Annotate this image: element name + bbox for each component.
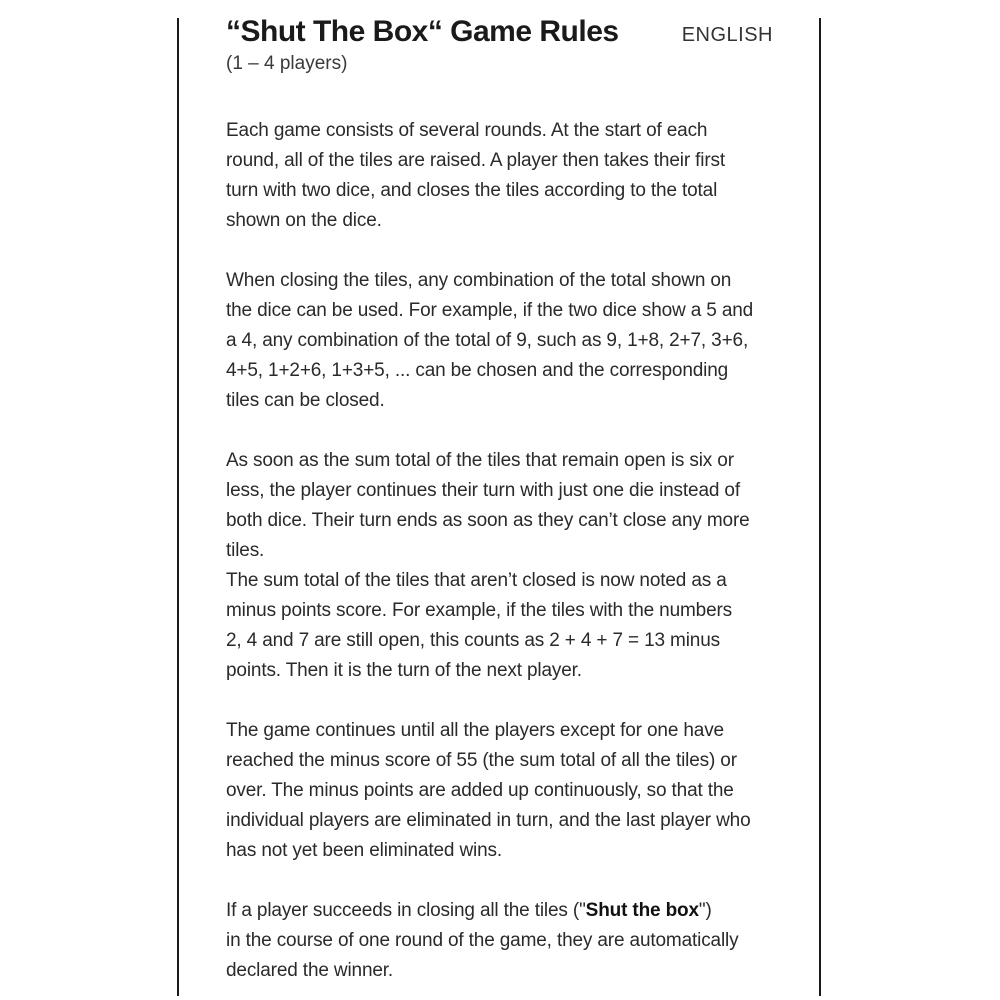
text-line: When closing the tiles, any combination of the total shown on	[226, 270, 732, 291]
text-line: in the course of one round of the game, they are automatically	[226, 930, 739, 951]
language-label: ENGLISH	[681, 24, 773, 46]
text-line: Each game consists of several rounds. At the start of each	[226, 120, 708, 141]
text-line: round, all of the tiles are raised. A player then takes their first	[226, 150, 725, 171]
text-line: individual players are eliminated in turn, and the last player who	[226, 810, 751, 831]
text-line: As soon as the sum total of the tiles that remain open is six or	[226, 450, 734, 471]
page-title: “Shut The Box“ Game Rules	[226, 15, 619, 48]
text-line: minus points score. For example, if the tiles with the numbers	[226, 600, 733, 621]
left-border-line	[177, 18, 179, 996]
paragraph-elimination	[226, 716, 786, 866]
text-line: points. Then it is the turn of the next player.	[226, 660, 582, 681]
text-line: a 4, any combination of the total of 9, such as 9, 1+8, 2+7, 3+6,	[226, 330, 749, 351]
text-line: The sum total of the tiles that aren’t closed is now noted as a	[226, 570, 727, 591]
bold-phrase: Shut the box	[585, 900, 699, 921]
text-line: tiles.	[226, 540, 265, 561]
paragraph-closing-tiles	[226, 266, 786, 416]
text-line: reached the minus score of 55 (the sum total of all the tiles) or	[226, 750, 737, 771]
player-count: (1 – 4 players)	[226, 53, 348, 74]
text-line: The game continues until all the players except for one have	[226, 720, 724, 741]
text-fragment: ")	[698, 900, 712, 921]
text-line: tiles can be closed.	[226, 390, 385, 411]
text-line: both dice. Their turn ends as soon as they can’t close any more	[226, 510, 750, 531]
right-border-line	[819, 18, 821, 996]
paragraph-shut-the-box	[226, 896, 786, 986]
paragraph-scoring	[226, 566, 786, 686]
header	[226, 12, 786, 52]
paragraph-one-die	[226, 446, 786, 566]
text-line: less, the player continues their turn with just one die instead of	[226, 480, 740, 501]
text-line: the dice can be used. For example, if the two dice show a 5 and	[226, 300, 754, 321]
text-line: over. The minus points are added up continuously, so that the	[226, 780, 734, 801]
text-line: declared the winner.	[226, 960, 394, 981]
rules-body	[226, 116, 786, 986]
text-line: turn with two dice, and closes the tiles according to the total	[226, 180, 718, 201]
text-line: 2, 4 and 7 are still open, this counts as 2 + 4 + 7 = 13 minus	[226, 630, 720, 651]
text-line	[226, 896, 786, 926]
text-line: shown on the dice.	[226, 210, 382, 231]
paragraph-round-start	[226, 116, 786, 236]
text-line: 4+5, 1+2+6, 1+3+5, ... can be chosen and the corresponding	[226, 360, 729, 381]
text-fragment: If a player succeeds in closing all the tiles ("	[226, 900, 586, 921]
text-line: has not yet been eliminated wins.	[226, 840, 502, 861]
rules-sheet	[226, 12, 786, 986]
